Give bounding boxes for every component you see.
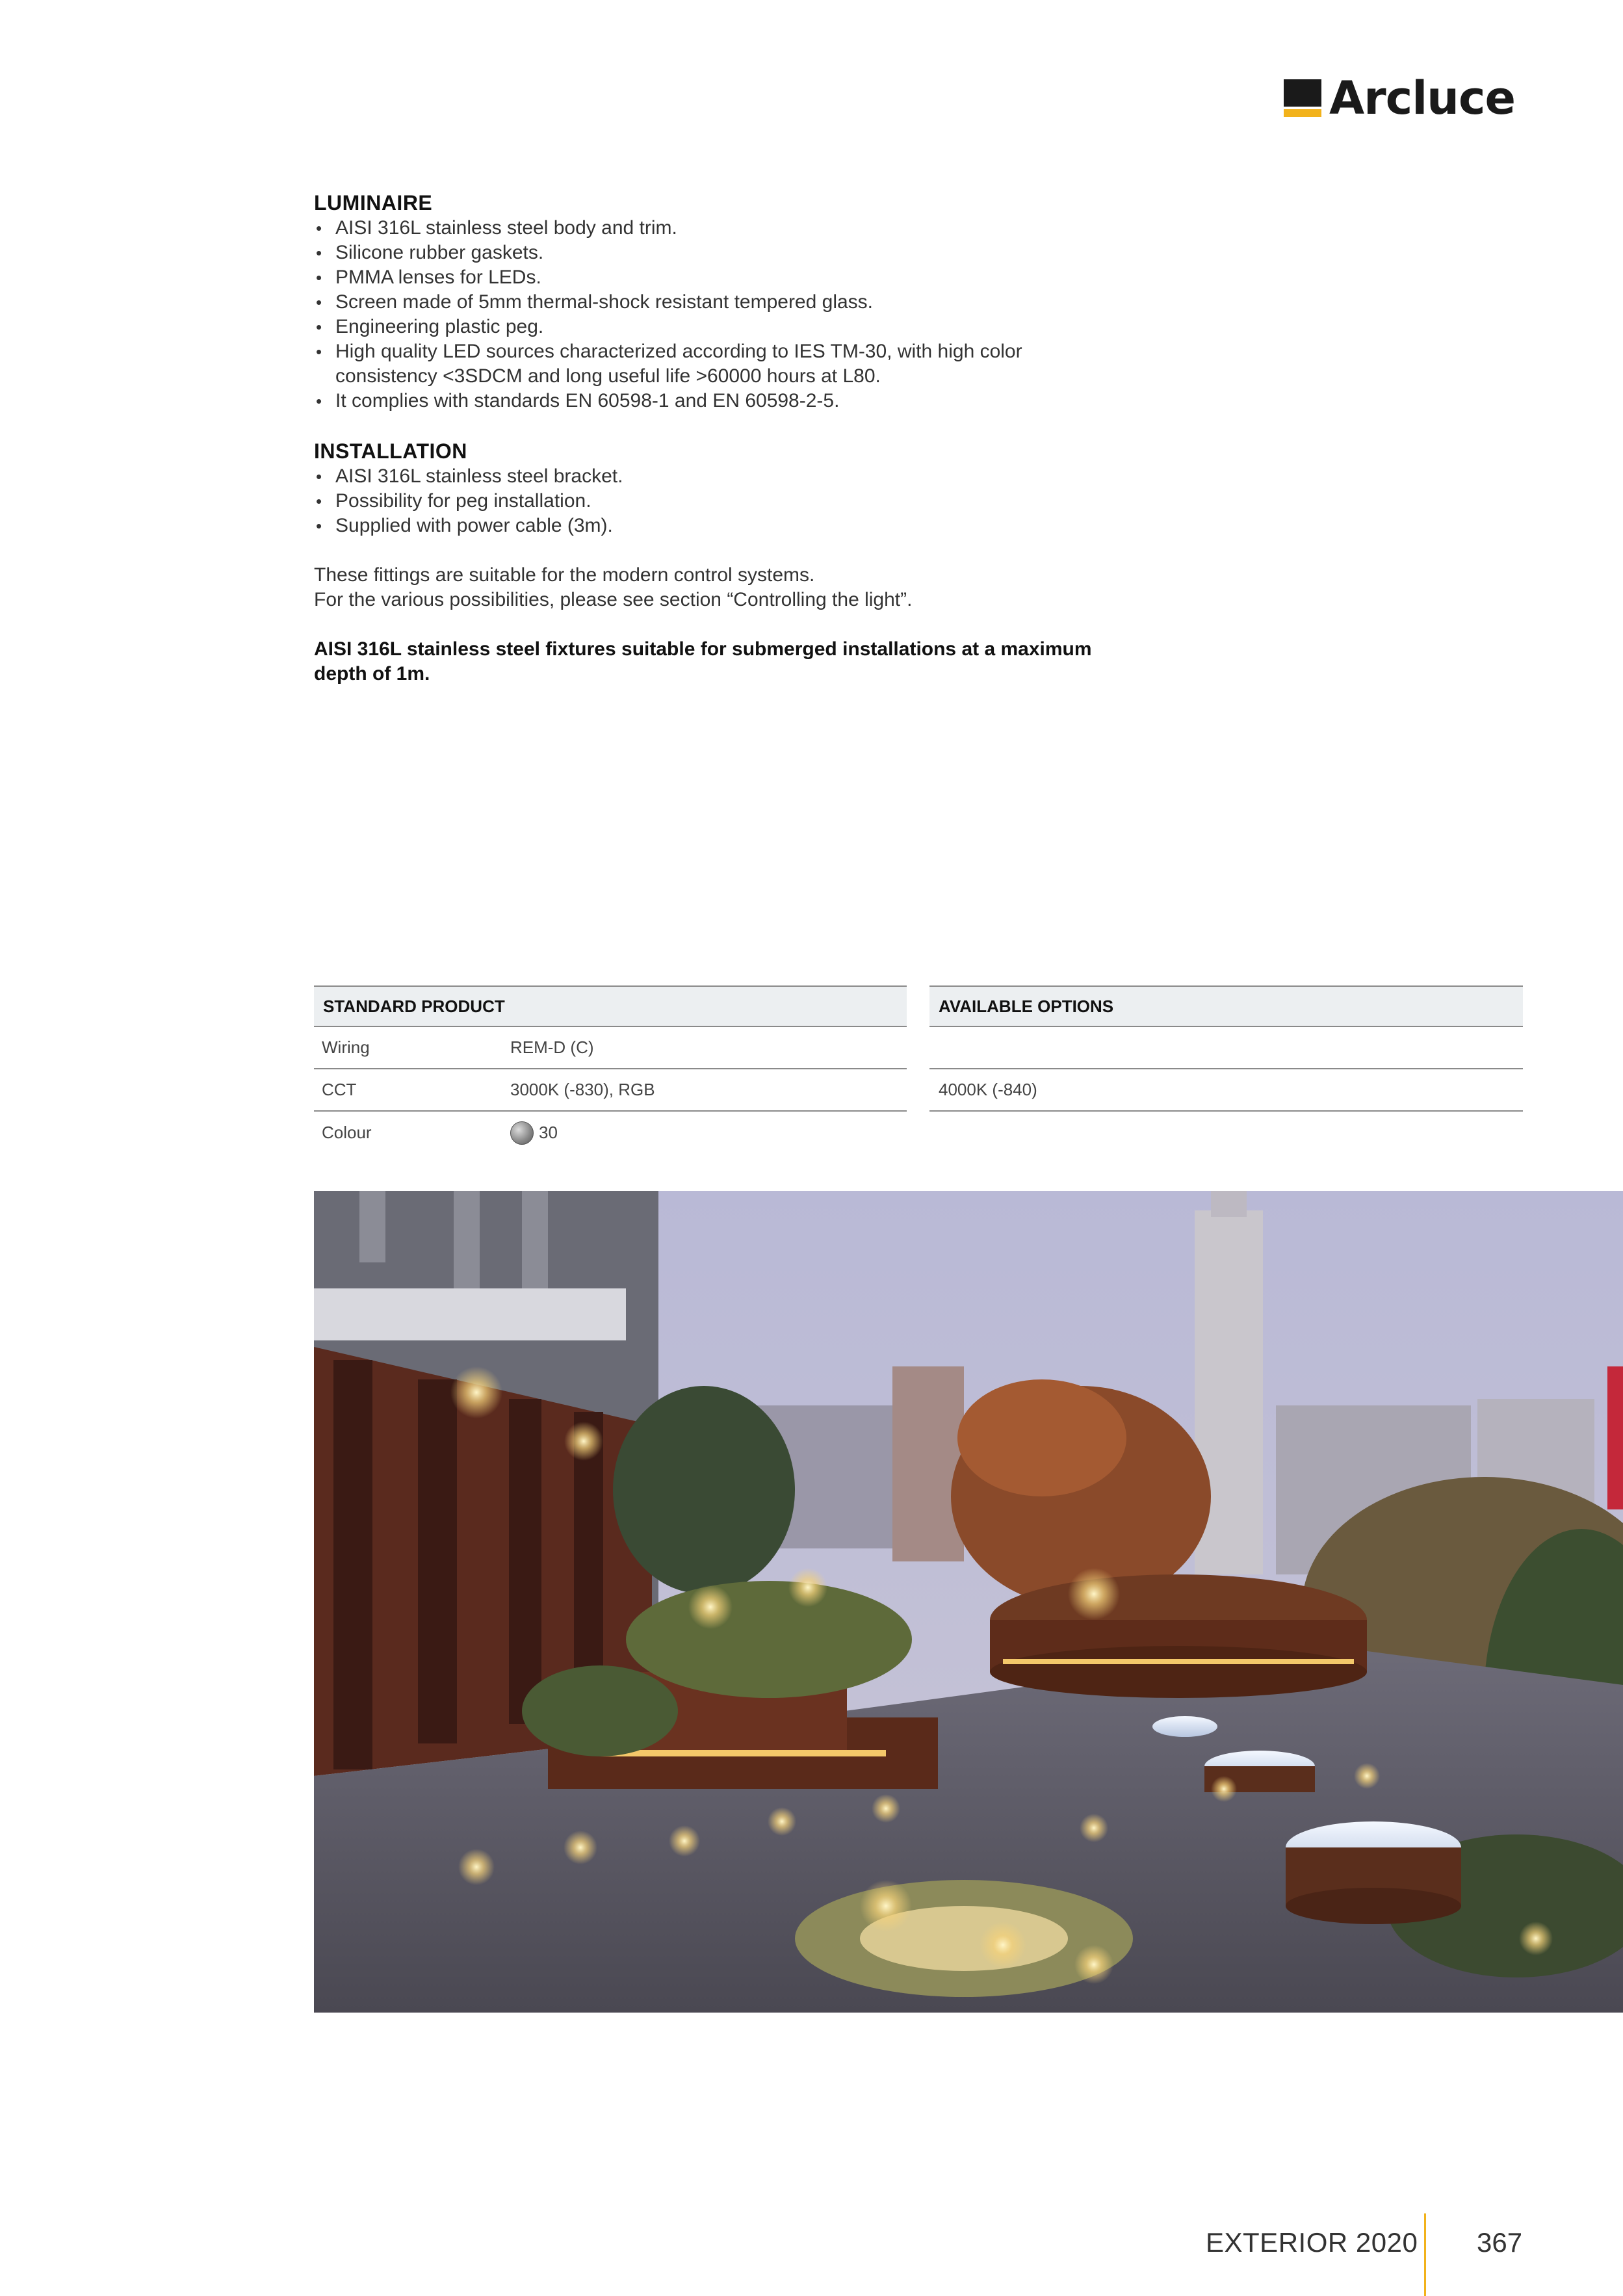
row-label: Wiring: [322, 1037, 370, 1057]
spec-text: [314, 190, 1172, 686]
option-value: 4000K (-840): [939, 1080, 1037, 1099]
table-row: [929, 1069, 1523, 1112]
logo-mark-icon: [1284, 79, 1321, 117]
luminaire-list: [314, 216, 1172, 413]
table-row: [314, 1069, 907, 1112]
table-row: [314, 1112, 907, 1154]
list-item: • Engineering plastic peg.: [314, 315, 1172, 339]
logo-text: Arcluce: [1329, 72, 1515, 125]
standard-product-table: [314, 985, 907, 1154]
row-label: CCT: [322, 1080, 357, 1099]
list-item: • Supplied with power cable (3m).: [314, 514, 1172, 538]
luminaire-title: LUMINAIRE: [314, 191, 433, 215]
list-item: • High quality LED sources characterized according to IES TM-30, with high color consistency <3SDCM and long useful life >60000 hours at L80.: [314, 339, 1070, 389]
rooftop-garden-night-photo: [314, 1191, 1623, 2013]
control-reference: For the various possibilities, please see section “Controlling the light”.: [314, 589, 913, 610]
row-value: [510, 1121, 558, 1145]
table-row: [929, 1027, 1523, 1069]
submersion-note: AISI 316L stainless steel fixtures suitable for submerged installations at a maximum depth of 1m.: [314, 638, 1092, 685]
list-item: • It complies with standards EN 60598-1 and EN 60598-2-5.: [314, 389, 1172, 413]
row-value: 3000K (-830), RGB: [510, 1080, 655, 1099]
list-item: • Screen made of 5mm thermal-shock resistant tempered glass.: [314, 290, 1172, 315]
footer-divider: [1424, 2213, 1426, 2296]
table-row: [314, 1027, 907, 1069]
list-item: • AISI 316L stainless steel bracket.: [314, 464, 1172, 489]
list-item: • AISI 316L stainless steel body and trim.: [314, 216, 1172, 241]
available-options-table: [929, 985, 1523, 1112]
colour-code: 30: [539, 1123, 558, 1142]
table-header: STANDARD PRODUCT: [314, 985, 907, 1027]
page-number: 367: [1477, 2227, 1523, 2258]
brand-logo: [1284, 72, 1515, 125]
row-value: REM-D (C): [510, 1037, 594, 1057]
control-note: These fittings are suitable for the modern control systems.: [314, 564, 815, 586]
list-item: • Possibility for peg installation.: [314, 489, 1172, 514]
installation-title: INSTALLATION: [314, 439, 467, 463]
list-item: • PMMA lenses for LEDs.: [314, 265, 1172, 290]
installation-list: [314, 464, 1172, 538]
list-item: • Silicone rubber gaskets.: [314, 241, 1172, 265]
row-label: Colour: [322, 1123, 372, 1142]
table-header: AVAILABLE OPTIONS: [929, 985, 1523, 1027]
colour-swatch-icon: [510, 1121, 534, 1145]
footer-section-title: EXTERIOR 2020: [1206, 2227, 1418, 2258]
